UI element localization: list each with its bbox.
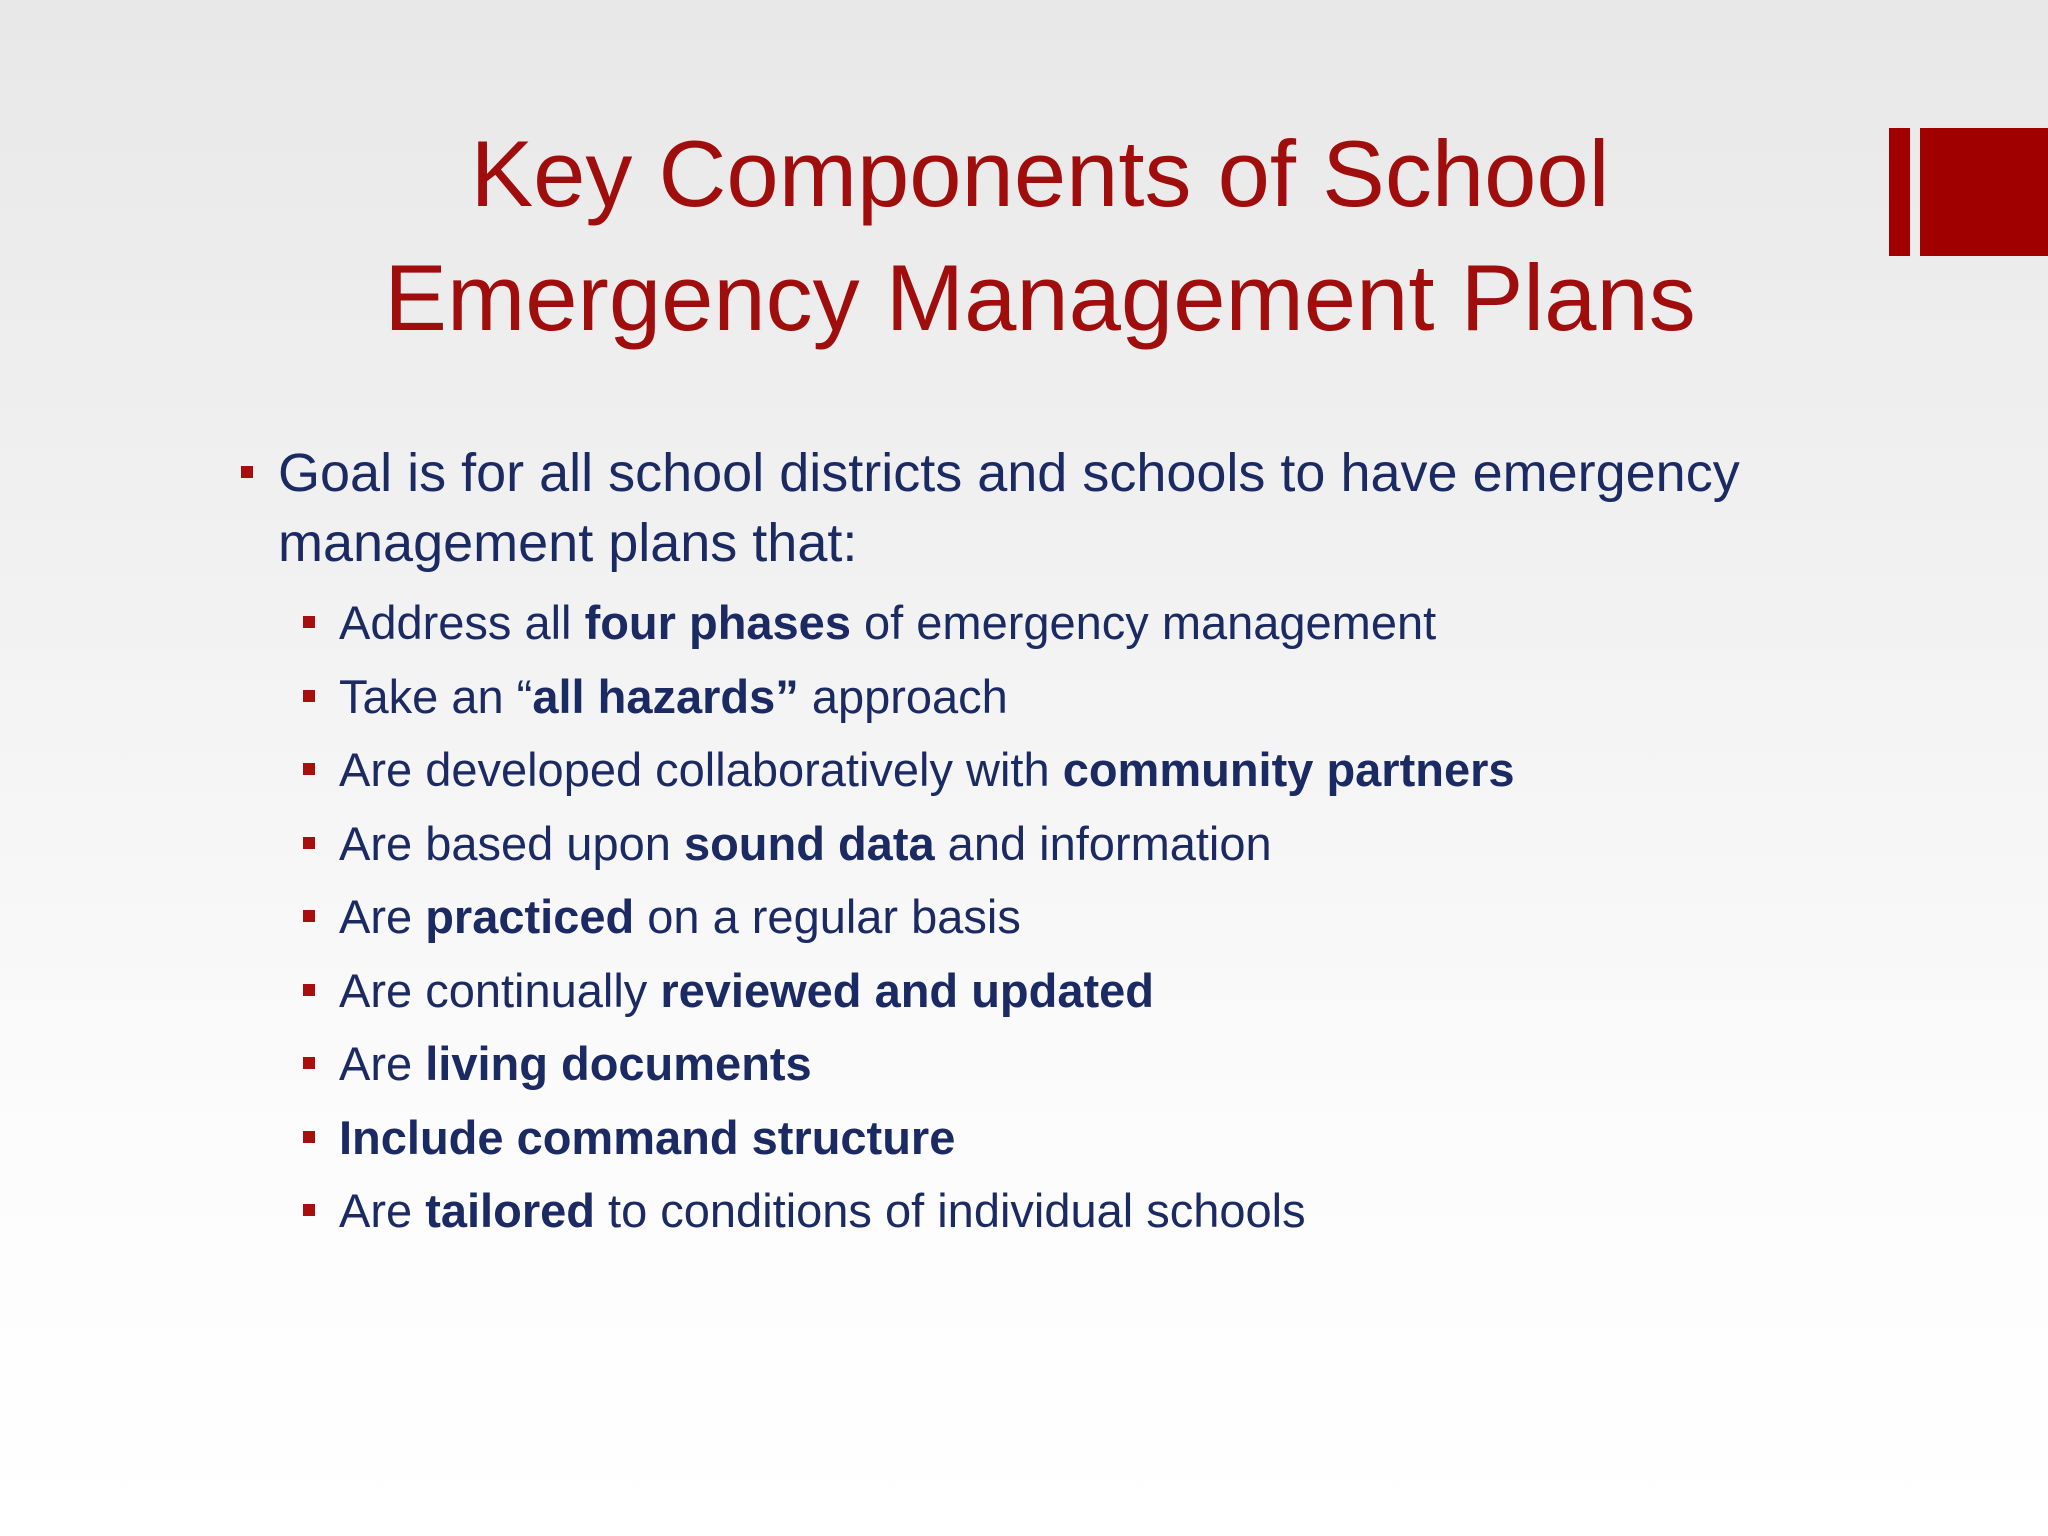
sub-bullet-living-documents bbox=[339, 1027, 2048, 1101]
bullet-goal-text: Goal is for all school districts and schools to have emergency management plans that: bbox=[278, 443, 1740, 573]
sub-bullet-emphasis: tailored bbox=[425, 1184, 595, 1237]
sub-bullet-emphasis: living documents bbox=[425, 1037, 812, 1090]
title-line-1: Key Components of School bbox=[470, 121, 1610, 226]
sub-bullet-emphasis: four phases bbox=[584, 596, 851, 649]
sub-bullet-text: to conditions of individual schools bbox=[594, 1184, 1306, 1237]
square-bullet-icon bbox=[303, 763, 315, 775]
sub-bullet-list bbox=[0, 586, 2048, 1248]
sub-bullet-text: on a regular basis bbox=[634, 890, 1021, 943]
sub-bullet-emphasis: reviewed and updated bbox=[660, 963, 1154, 1017]
sub-bullet-text: Are continually bbox=[339, 963, 661, 1017]
accent-block bbox=[1920, 128, 2048, 256]
square-bullet-icon bbox=[303, 1204, 315, 1216]
sub-bullet-emphasis: community partners bbox=[1062, 743, 1515, 796]
square-bullet-icon bbox=[303, 1057, 315, 1069]
accent-bar-thin bbox=[1889, 128, 1910, 256]
sub-bullet-text: Are bbox=[339, 890, 426, 943]
sub-bullet-reviewed bbox=[339, 954, 2048, 1028]
sub-bullet-practiced bbox=[339, 880, 2048, 954]
sub-bullet-command-structure bbox=[339, 1101, 2048, 1175]
sub-bullet-text: approach bbox=[798, 669, 1008, 723]
square-bullet-icon bbox=[303, 910, 315, 922]
sub-bullet-four-phases bbox=[339, 586, 2048, 660]
sub-bullet-emphasis: sound data bbox=[683, 816, 935, 870]
square-bullet-icon bbox=[303, 984, 315, 996]
sub-bullet-all-hazards bbox=[339, 660, 2048, 734]
sub-bullet-emphasis: Include command structure bbox=[339, 1110, 956, 1164]
sub-bullet-sound-data bbox=[339, 807, 2048, 881]
sub-bullet-community-partners bbox=[339, 733, 2048, 807]
slide-body bbox=[0, 438, 2048, 1248]
square-bullet-icon bbox=[303, 690, 315, 702]
sub-bullet-tailored bbox=[339, 1174, 2048, 1248]
sub-bullet-text: Take an “ bbox=[339, 669, 533, 723]
sub-bullet-text: Address all bbox=[339, 596, 585, 649]
sub-bullet-text: of emergency management bbox=[850, 596, 1437, 649]
sub-bullet-emphasis: all hazards” bbox=[532, 669, 799, 723]
square-bullet-icon bbox=[303, 616, 315, 628]
sub-bullet-text: Are based upon bbox=[339, 816, 684, 870]
sub-bullet-text: Are developed collaboratively with bbox=[339, 743, 1063, 796]
square-bullet-icon bbox=[303, 837, 315, 849]
sub-bullet-text: Are bbox=[339, 1037, 426, 1090]
square-bullet-icon bbox=[303, 1131, 315, 1143]
sub-bullet-emphasis: practiced bbox=[425, 890, 635, 943]
title-line-2: Emergency Management Plans bbox=[384, 245, 1696, 350]
sub-bullet-text: and information bbox=[934, 816, 1272, 870]
sub-bullet-text: Are bbox=[339, 1184, 426, 1237]
slide-title bbox=[200, 112, 1880, 360]
bullet-goal bbox=[278, 438, 1838, 578]
square-bullet-icon bbox=[241, 466, 253, 478]
